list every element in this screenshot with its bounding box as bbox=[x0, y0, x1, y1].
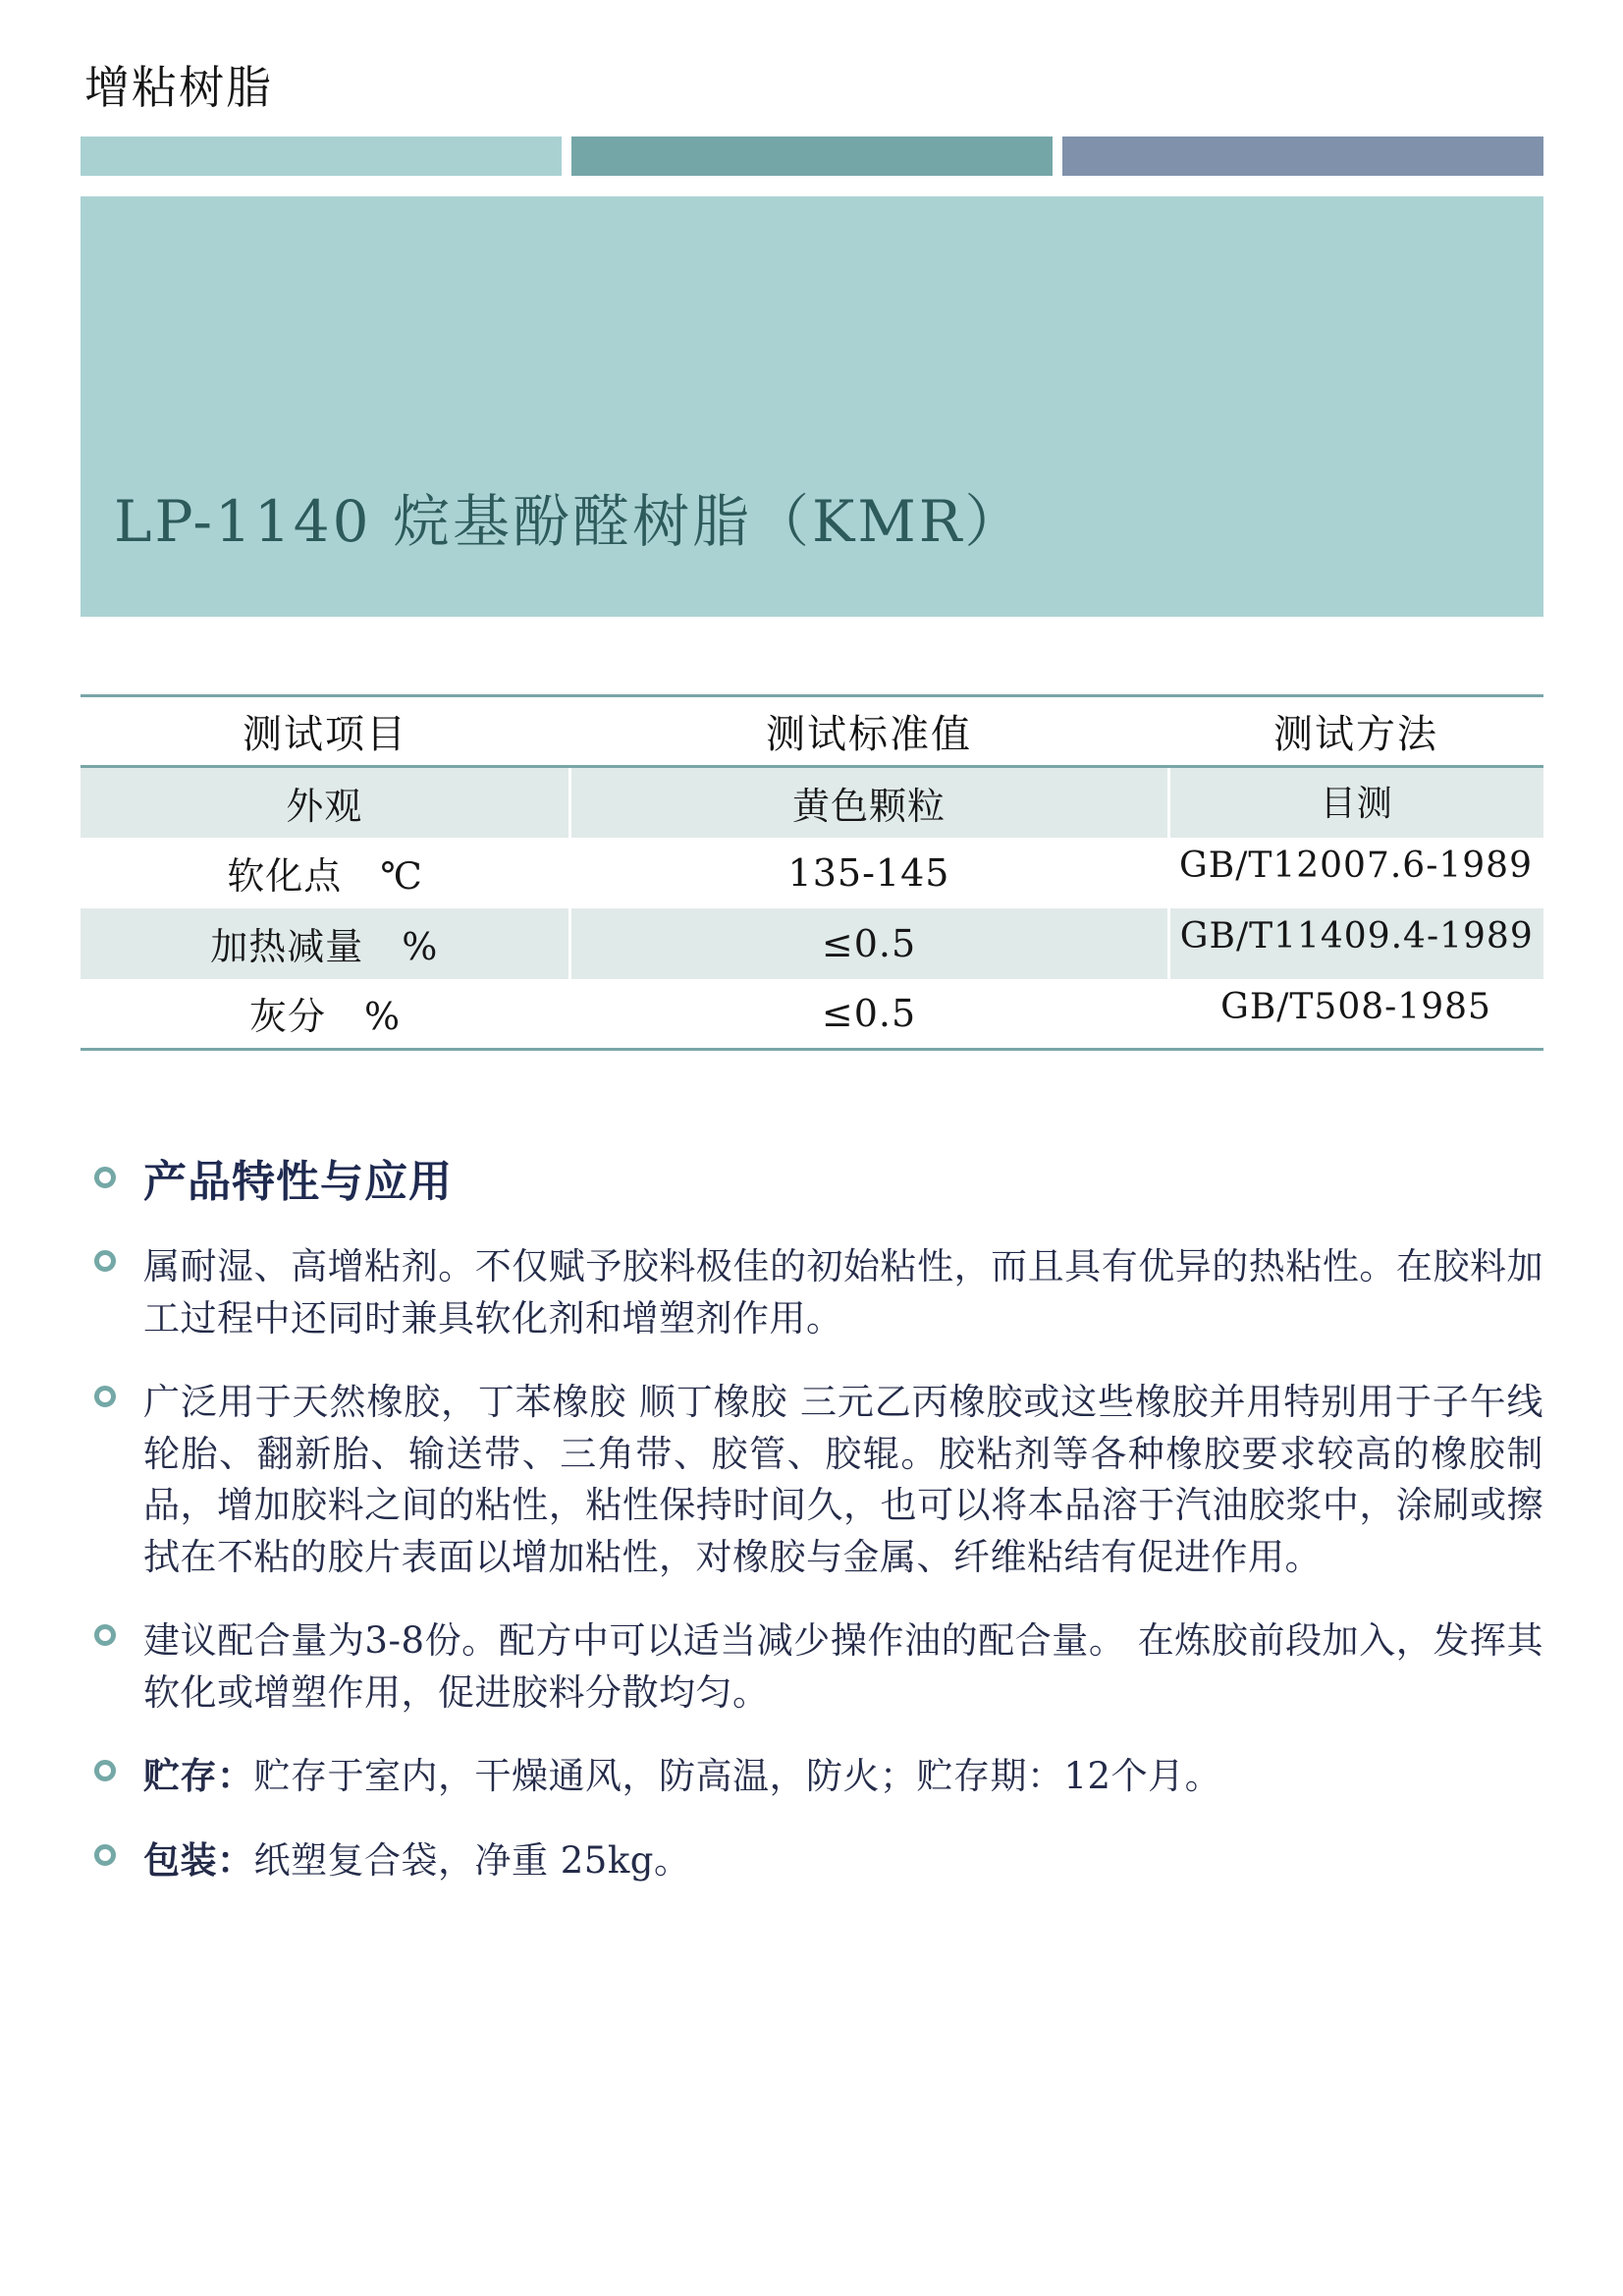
table-row bbox=[81, 908, 1543, 979]
table-row bbox=[81, 979, 1543, 1050]
feature-paragraph bbox=[143, 1614, 1543, 1719]
cell-method: 目测 bbox=[1168, 767, 1543, 838]
list-item bbox=[81, 1834, 1543, 1887]
list-item bbox=[81, 1614, 1543, 1719]
decorative-bars bbox=[81, 137, 1543, 176]
cell-method: GB/T508-1985 bbox=[1220, 986, 1491, 1027]
feature-body: 广泛用于天然橡胶，丁苯橡胶 顺丁橡胶 三元乙丙橡胶或这些橡胶并用特别用于子午线轮胎、翻新胎、输送带、三角带、胶管、胶辊。胶粘剂等各种橡胶要求较高的橡胶制品，增加胶料之间的粘性，粘性保持时间久，也可以将本品溶于汽油胶浆中，涂刷或擦拭在不粘的胶片表面以增加粘性，对橡胶与金属、纤维粘结有促进作用。 bbox=[143, 1381, 1543, 1578]
cell-item: 加热减量 % bbox=[81, 908, 569, 979]
circle-bullet-icon bbox=[94, 1844, 116, 1866]
feature-lead: 贮存： bbox=[143, 1754, 254, 1798]
cell-value: ≤0.5 bbox=[569, 908, 1168, 979]
table-row bbox=[81, 838, 1543, 908]
feature-paragraph bbox=[143, 1834, 690, 1887]
features-section bbox=[81, 1157, 1543, 1886]
section-heading-row bbox=[81, 1157, 1543, 1209]
feature-body: 建议配合量为3-8份。配方中可以适当减少操作油的配合量。 在炼胶前段加入，发挥其软化或增塑作用，促进胶料分散均匀。 bbox=[143, 1619, 1543, 1714]
circle-bullet-icon bbox=[94, 1760, 116, 1781]
decorative-bar-slate bbox=[1062, 137, 1543, 176]
feature-paragraph bbox=[143, 1240, 1543, 1344]
feature-lead: 包装： bbox=[143, 1837, 254, 1882]
list-item bbox=[81, 1376, 1543, 1583]
product-banner bbox=[81, 196, 1543, 617]
column-header-test-method: 测试方法 bbox=[1168, 696, 1543, 767]
cell-item: 灰分 % bbox=[248, 995, 402, 1039]
feature-body: 贮存于室内，干燥通风，防高温，防火；贮存期：12个月。 bbox=[253, 1755, 1222, 1798]
feature-body: 纸塑复合袋，净重 25kg。 bbox=[253, 1838, 691, 1882]
section-heading: 产品特性与应用 bbox=[143, 1157, 453, 1208]
feature-paragraph bbox=[143, 1376, 1543, 1583]
circle-bullet-icon bbox=[94, 1386, 116, 1407]
cell-method: GB/T12007.6-1989 bbox=[1178, 845, 1533, 886]
decorative-bar-light-teal bbox=[81, 137, 562, 176]
circle-bullet-icon bbox=[94, 1250, 116, 1272]
column-header-test-item: 测试项目 bbox=[81, 696, 569, 767]
column-header-standard-value: 测试标准值 bbox=[569, 696, 1168, 767]
list-item bbox=[81, 1240, 1543, 1344]
cell-value: 135-145 bbox=[787, 850, 950, 895]
feature-body: 属耐湿、高增粘剂。不仅赋予胶料极佳的初始粘性，而且具有优异的热粘性。在胶料加工过程中还同时兼具软化剂和增塑剂作用。 bbox=[143, 1244, 1543, 1339]
table-row bbox=[81, 767, 1543, 838]
cell-method: GB/T11409.4-1989 bbox=[1168, 908, 1543, 979]
spec-table-header-row bbox=[81, 696, 1543, 767]
cell-value: 黄色颗粒 bbox=[569, 767, 1168, 838]
cell-item: 软化点 ℃ bbox=[227, 854, 423, 899]
page-title: 增粘树脂 bbox=[84, 61, 273, 114]
list-item bbox=[81, 1750, 1543, 1803]
circle-bullet-icon bbox=[94, 1167, 116, 1188]
spec-table bbox=[81, 694, 1543, 1051]
cell-item: 外观 bbox=[81, 767, 569, 838]
feature-paragraph bbox=[143, 1750, 1221, 1803]
circle-bullet-icon bbox=[94, 1624, 116, 1646]
decorative-bar-teal bbox=[571, 137, 1053, 176]
product-title: LP-1140 烷基酚醛树脂（KMR） bbox=[114, 488, 1025, 556]
cell-value: ≤0.5 bbox=[821, 991, 917, 1035]
spec-table-section bbox=[81, 694, 1543, 1051]
